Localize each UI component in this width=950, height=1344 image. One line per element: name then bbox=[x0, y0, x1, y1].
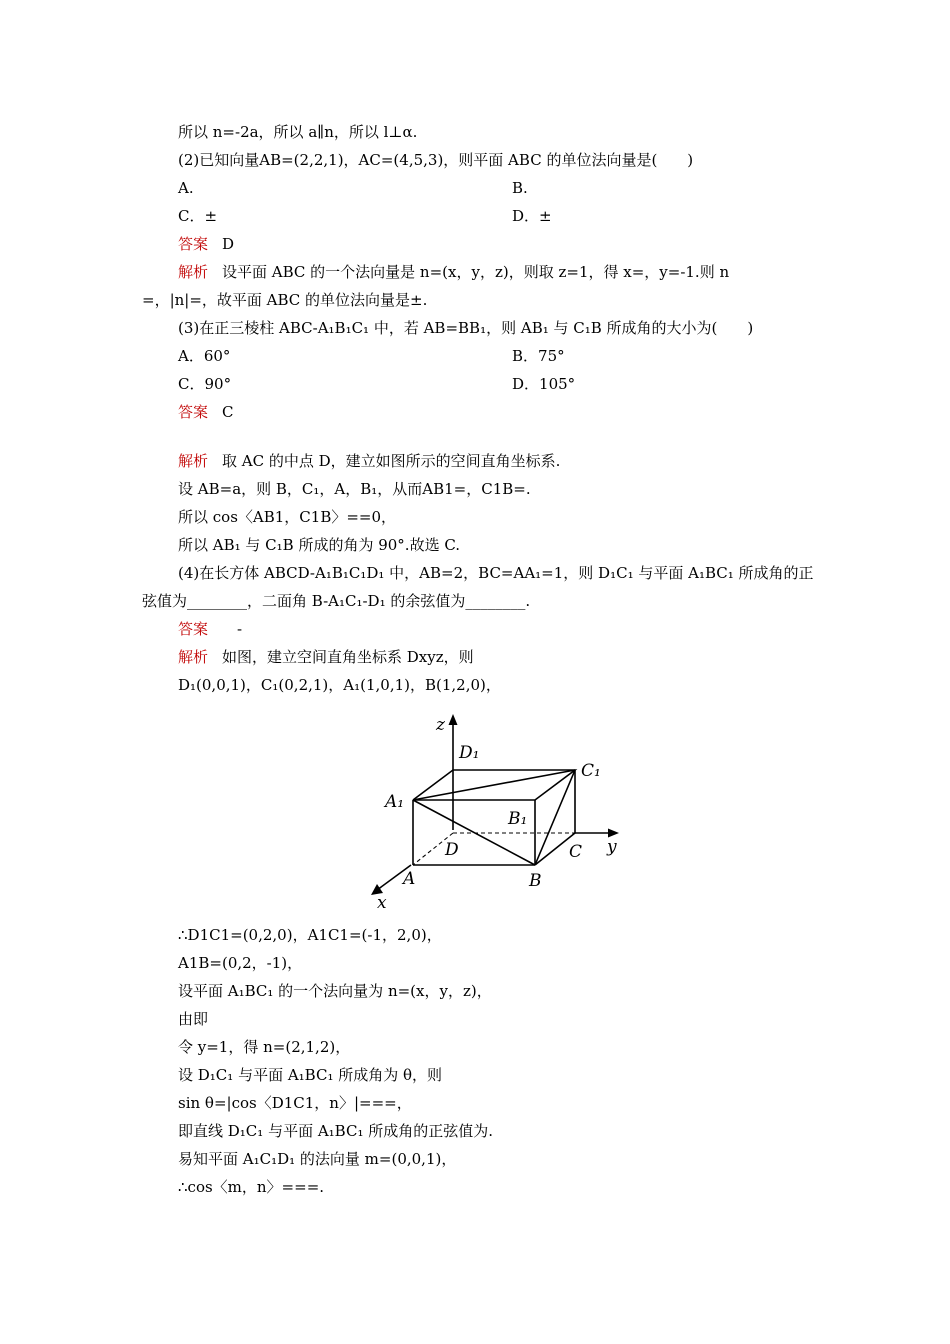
q4-analysis-2: D₁(0,0,1)，C₁(0,2,1)，A₁(1,0,1)，B(1,2,0)， bbox=[178, 676, 501, 694]
q2-option-a: A. bbox=[178, 179, 194, 197]
q4-analysis-1 bbox=[178, 647, 474, 667]
q2-analysis-2: =，|n|=，故平面 ABC 的单位法向量是±. bbox=[142, 291, 428, 309]
question-3: (3)在正三棱柱 ABC-A₁B₁C₁ 中，若 AB=BB₁，则 AB₁ 与 C₁B 所成角的大小为( ) bbox=[178, 319, 754, 337]
step-3: 设平面 A₁BC₁ 的一个法向量为 n=(x，y，z)， bbox=[178, 982, 492, 1000]
step-2: A1B=(0,2，-1)， bbox=[178, 954, 303, 972]
label-a: A bbox=[403, 869, 416, 889]
line-1: 所以 n=-2a，所以 a∥n，所以 l⊥α. bbox=[178, 123, 418, 141]
label-d1: D₁ bbox=[459, 743, 480, 763]
label-c1: C₁ bbox=[581, 761, 601, 781]
q3-option-d: D．105° bbox=[512, 375, 576, 393]
step-5: 令 y=1，得 n=(2,1,2)， bbox=[178, 1038, 351, 1056]
label-b: B bbox=[529, 871, 542, 891]
label-a1: A₁ bbox=[385, 792, 405, 812]
answer-value: D bbox=[222, 235, 235, 253]
q2-option-c: C．± bbox=[178, 207, 218, 225]
label-c: C bbox=[569, 842, 583, 862]
q3-analysis-2: 设 AB=a，则 B，C₁，A，B₁，从而AB1=，C1B=. bbox=[178, 480, 531, 498]
answer-label: 答案 bbox=[178, 403, 209, 421]
analysis-label: 解析 bbox=[178, 452, 209, 470]
q3-analysis-3: 所以 cos〈AB1，C1B〉==0， bbox=[178, 508, 397, 526]
q3-analysis-1 bbox=[178, 451, 560, 471]
analysis-text: 取 AC 的中点 D，建立如图所示的空间直角坐标系. bbox=[222, 452, 561, 470]
answer-value: - bbox=[222, 620, 243, 638]
label-b1: B₁ bbox=[508, 809, 528, 829]
answer-value: C bbox=[222, 403, 234, 421]
q4-answer bbox=[178, 619, 242, 639]
q2-option-b: B. bbox=[512, 179, 528, 197]
label-d: D bbox=[445, 840, 459, 860]
q3-analysis-4: 所以 AB₁ 与 C₁B 所成的角为 90°.故选 C. bbox=[178, 536, 461, 554]
question-4-line-2: 弦值为________，二面角 B-A₁C₁-D₁ 的余弦值为________. bbox=[142, 592, 531, 610]
q2-option-d: D．± bbox=[512, 207, 552, 225]
step-8: 即直线 D₁C₁ 与平面 A₁BC₁ 所成角的正弦值为. bbox=[178, 1122, 494, 1140]
q3-option-a: A．60° bbox=[178, 347, 231, 365]
label-z: z bbox=[436, 715, 445, 735]
question-4-line-1: (4)在长方体 ABCD-A₁B₁C₁D₁ 中，AB=2，BC=AA₁=1，则 D₁C₁ 与平面 A₁BC₁ 所成角的正 bbox=[178, 564, 814, 582]
step-4: 由即 bbox=[178, 1010, 209, 1028]
question-2: (2)已知向量AB=(2,2,1)，AC=(4,5,3)，则平面 ABC 的单位法向量是( ) bbox=[178, 151, 694, 169]
analysis-label: 解析 bbox=[178, 648, 209, 666]
q3-answer bbox=[178, 402, 234, 422]
step-6: 设 D₁C₁ 与平面 A₁BC₁ 所成角为 θ，则 bbox=[178, 1066, 443, 1084]
analysis-text: 如图，建立空间直角坐标系 Dxyz，则 bbox=[222, 648, 474, 666]
step-7: sin θ=|cos〈D1C1，n〉|===， bbox=[178, 1094, 412, 1112]
label-y: y bbox=[607, 837, 617, 857]
step-9: 易知平面 A₁C₁D₁ 的法向量 m=(0,0,1)， bbox=[178, 1150, 457, 1168]
step-10: ∴cos〈m，n〉===. bbox=[178, 1178, 325, 1196]
q2-analysis-1 bbox=[178, 262, 729, 282]
q3-option-b: B．75° bbox=[512, 347, 565, 365]
q2-answer bbox=[178, 234, 234, 254]
analysis-text: 设平面 ABC 的一个法向量是 n=(x，y，z)，则取 z=1，得 x=，y=-1.则 n bbox=[222, 263, 730, 281]
cuboid-figure bbox=[363, 700, 633, 916]
answer-label: 答案 bbox=[178, 235, 209, 253]
answer-label: 答案 bbox=[178, 620, 209, 638]
analysis-label: 解析 bbox=[178, 263, 209, 281]
step-1: ∴D1C1=(0,2,0)，A1C1=(-1，2,0)， bbox=[178, 926, 442, 944]
q3-option-c: C．90° bbox=[178, 375, 232, 393]
label-x: x bbox=[377, 893, 387, 913]
